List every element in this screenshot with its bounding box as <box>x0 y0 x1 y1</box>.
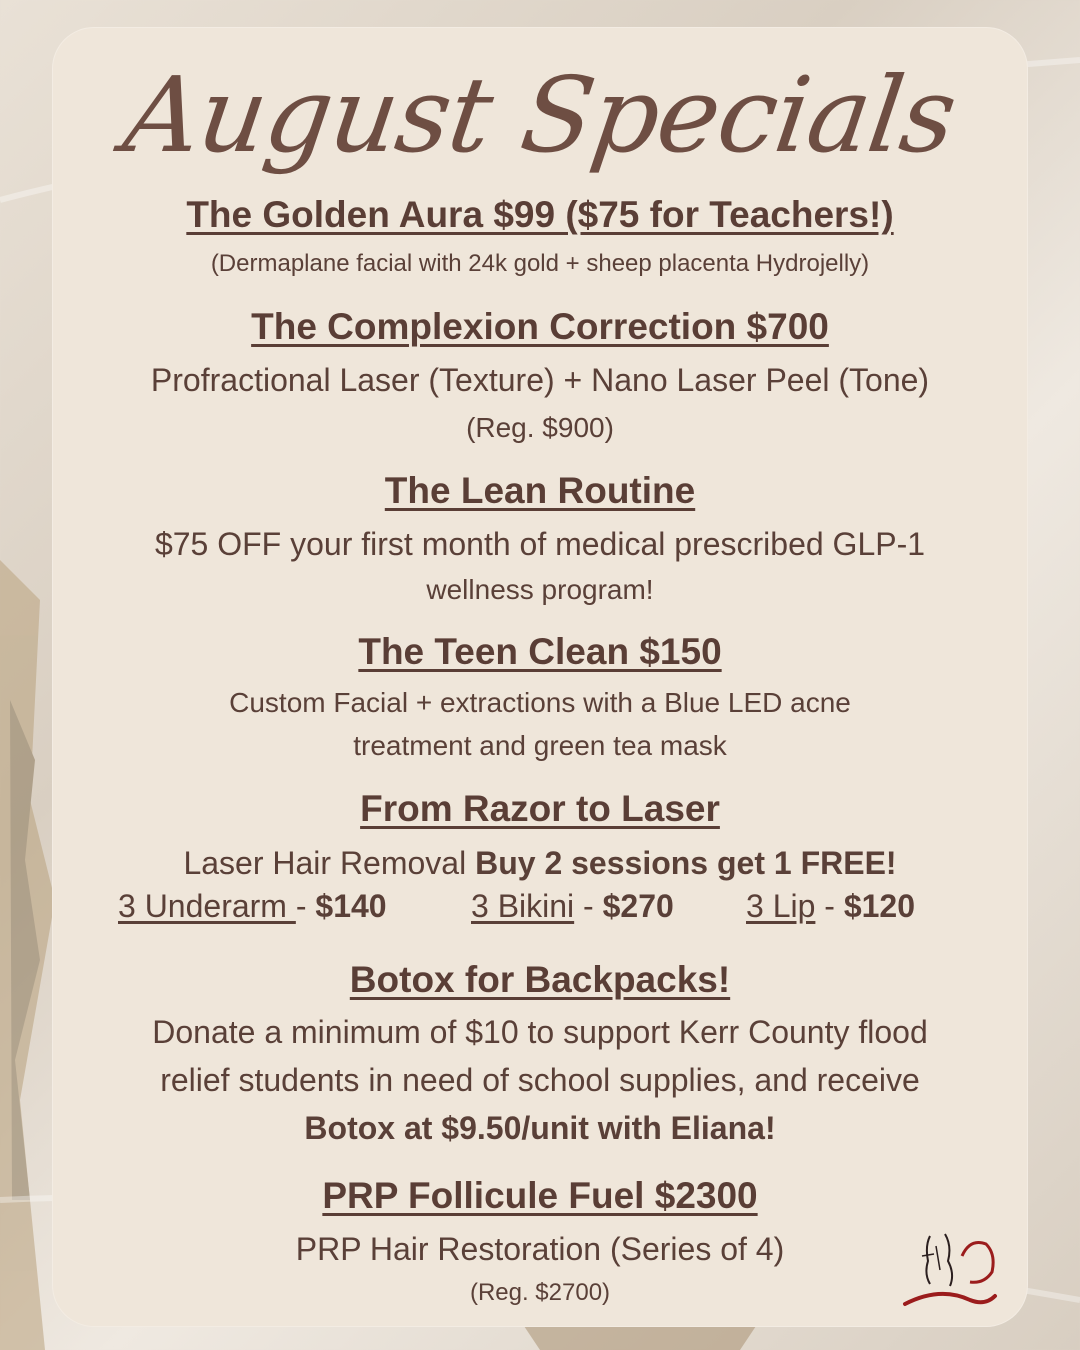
special-heading-lean-routine: The Lean Routine <box>384 470 696 511</box>
special-detail: Profractional Laser (Texture) + Nano Laser Peel (Tone) <box>150 362 930 398</box>
price-value: $270 <box>602 888 674 924</box>
special-detail: $75 OFF your first month of medical prescribed GLP-1 <box>154 526 926 562</box>
price-separator: - <box>295 888 316 924</box>
price-item: 3 Bikini <box>471 888 575 924</box>
price-value: $120 <box>843 888 916 924</box>
special-heading-botox-backpacks: Botox for Backpacks! <box>349 959 731 1000</box>
special-detail: (Dermaplane facial with 24k gold + sheep placenta Hydrojelly) <box>210 250 870 277</box>
special-heading-golden-aura: The Golden Aura $99 ($75 for Teachers!) <box>186 194 894 235</box>
price-item: 3 Underarm <box>118 888 296 924</box>
special-detail: relief students in need of school supplies, and receive <box>160 1062 920 1098</box>
body-silhouette-logo-icon <box>900 1226 1010 1310</box>
special-heading-complexion-correction: The Complexion Correction $700 <box>251 306 829 347</box>
price-item: 3 Lip <box>746 888 816 924</box>
special-detail: Custom Facial + extractions with a Blue LED acne <box>229 687 851 718</box>
price-separator: - <box>574 888 603 924</box>
price-bikini <box>471 888 674 932</box>
special-detail: treatment and green tea mask <box>353 730 727 761</box>
price-separator: - <box>815 888 844 924</box>
laser-intro: Laser Hair Removal <box>183 845 467 881</box>
laser-intro-line <box>0 845 1080 882</box>
special-detail: wellness program! <box>426 574 654 605</box>
page-title: August Specials <box>117 54 963 176</box>
laser-offer: Buy 2 sessions get 1 FREE! <box>475 845 897 881</box>
special-detail: Donate a minimum of $10 to support Kerr County flood <box>152 1014 928 1050</box>
price-lip <box>746 888 915 932</box>
price-underarm <box>118 888 387 932</box>
price-value: $140 <box>315 888 387 924</box>
special-heading-razor-to-laser: From Razor to Laser <box>360 788 720 829</box>
botox-offer: Botox at $9.50/unit with Eliana! <box>304 1110 776 1146</box>
special-heading-prp-follicule-fuel: PRP Follicule Fuel $2300 <box>322 1175 758 1216</box>
special-detail: PRP Hair Restoration (Series of 4) <box>295 1231 785 1267</box>
regular-price: (Reg. $2700) <box>469 1279 611 1306</box>
regular-price: (Reg. $900) <box>466 412 614 443</box>
special-heading-teen-clean: The Teen Clean $150 <box>358 631 722 672</box>
